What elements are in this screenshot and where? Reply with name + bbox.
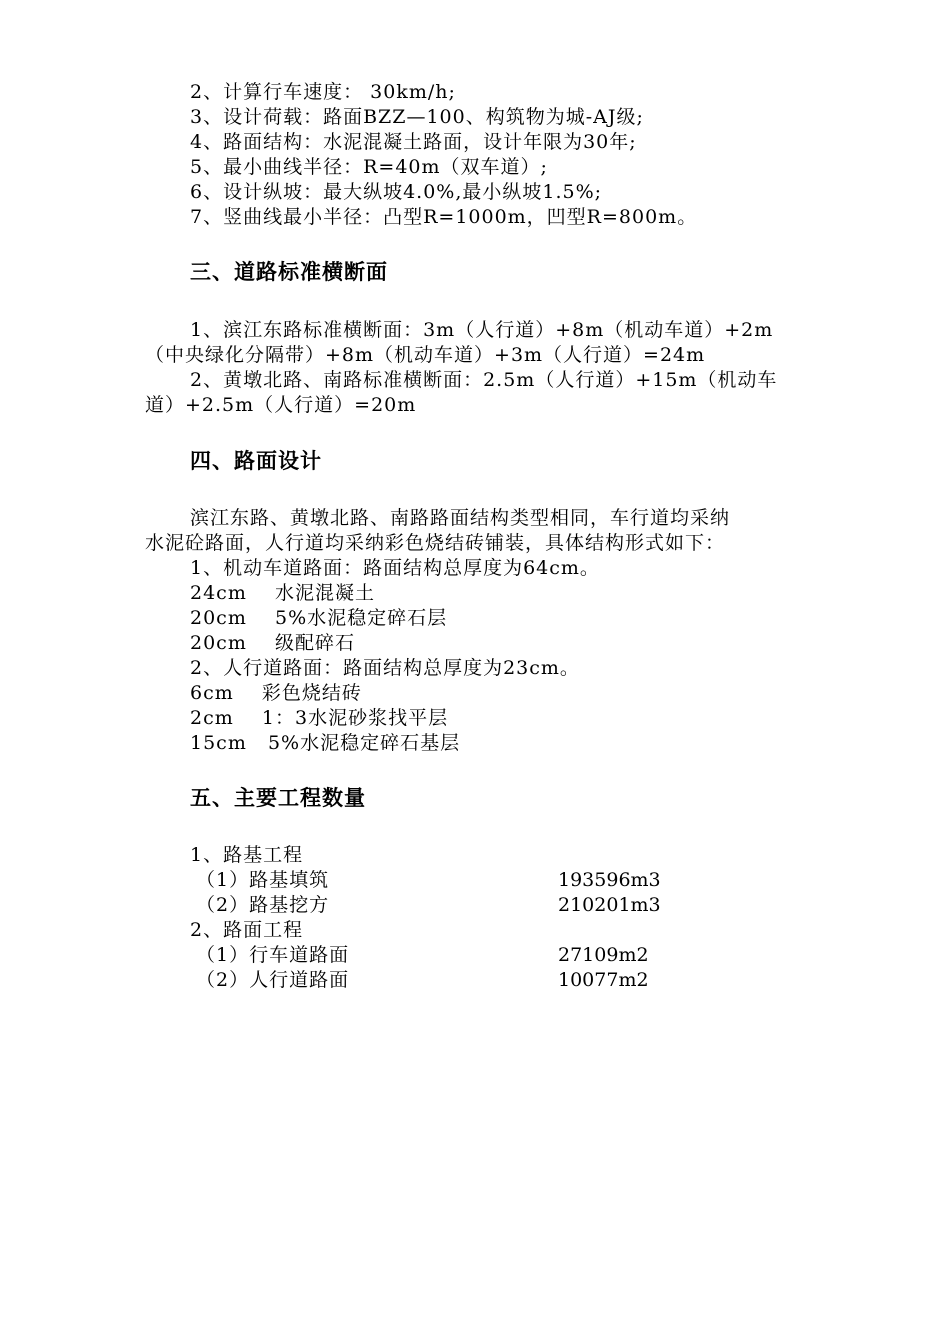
quantity-row-label: （1）行车道路面 <box>196 944 350 966</box>
design-standard-structure: 4、路面结构：水泥混凝土路面，设计年限为30年; <box>190 131 637 153</box>
quantity-row-value: 10077m2 <box>558 969 649 991</box>
section-heading-quantities: 五、主要工程数量 <box>190 786 366 810</box>
pavement-item: 2cm 1：3水泥砂浆找平层 <box>190 707 449 729</box>
cross-section-line: （中央绿化分隔带）+8m（机动车道）+3m（人行道）=24m <box>145 344 706 366</box>
pavement-intro-line: 水泥砼路面，人行道均采纳彩色烧结砖铺装，具体结构形式如下： <box>145 532 726 554</box>
pavement-intro-line: 滨江东路、黄墩北路、南路路面结构类型相同，车行道均采纳 <box>190 507 731 529</box>
pavement-item: 20cm 级配碎石 <box>190 632 355 654</box>
design-standard-grade: 6、设计纵坡：最大纵坡4.0%,最小纵坡1.5%; <box>190 181 603 203</box>
design-standard-load: 3、设计荷载：路面BZZ—100、构筑物为城-AJ级; <box>190 106 644 128</box>
cross-section-line: 2、黄墩北路、南路标准横断面：2.5m（人行道）+15m（机动车 <box>190 369 778 391</box>
pavement-item: 2、人行道路面：路面结构总厚度为23cm。 <box>190 657 580 679</box>
design-standard-speed: 2、计算行车速度： 30km/h; <box>190 81 456 103</box>
cross-section-line: 1、滨江东路标准横断面：3m（人行道）+8m（机动车道）+2m <box>190 319 774 341</box>
pavement-item: 24cm 水泥混凝土 <box>190 582 375 604</box>
section-heading-pavement-design: 四、路面设计 <box>190 449 322 473</box>
pavement-item: 15cm 5%水泥稳定碎石基层 <box>190 732 461 754</box>
quantity-row-value: 210201m3 <box>558 894 661 916</box>
pavement-item: 6cm 彩色烧结砖 <box>190 682 362 704</box>
quantity-row-label: （1）路基填筑 <box>196 869 330 891</box>
quantity-row-value: 27109m2 <box>558 944 649 966</box>
design-standard-vertical-curve: 7、竖曲线最小半径：凸型R=1000m，凹型R=800m。 <box>190 206 698 228</box>
quantity-row-value: 193596m3 <box>558 869 661 891</box>
quantity-group-name: 1、路基工程 <box>190 844 304 866</box>
pavement-item: 20cm 5%水泥稳定碎石层 <box>190 607 448 629</box>
section-heading-cross-section: 三、道路标准横断面 <box>190 260 388 284</box>
pavement-item: 1、机动车道路面：路面结构总厚度为64cm。 <box>190 557 600 579</box>
quantity-group-name: 2、路面工程 <box>190 919 304 941</box>
quantity-row-label: （2）路基挖方 <box>196 894 330 916</box>
cross-section-line: 道）+2.5m（人行道）=20m <box>145 394 417 416</box>
design-standard-curve-radius: 5、最小曲线半径：R=40m（双车道）; <box>190 156 548 178</box>
quantity-row-label: （2）人行道路面 <box>196 969 350 991</box>
